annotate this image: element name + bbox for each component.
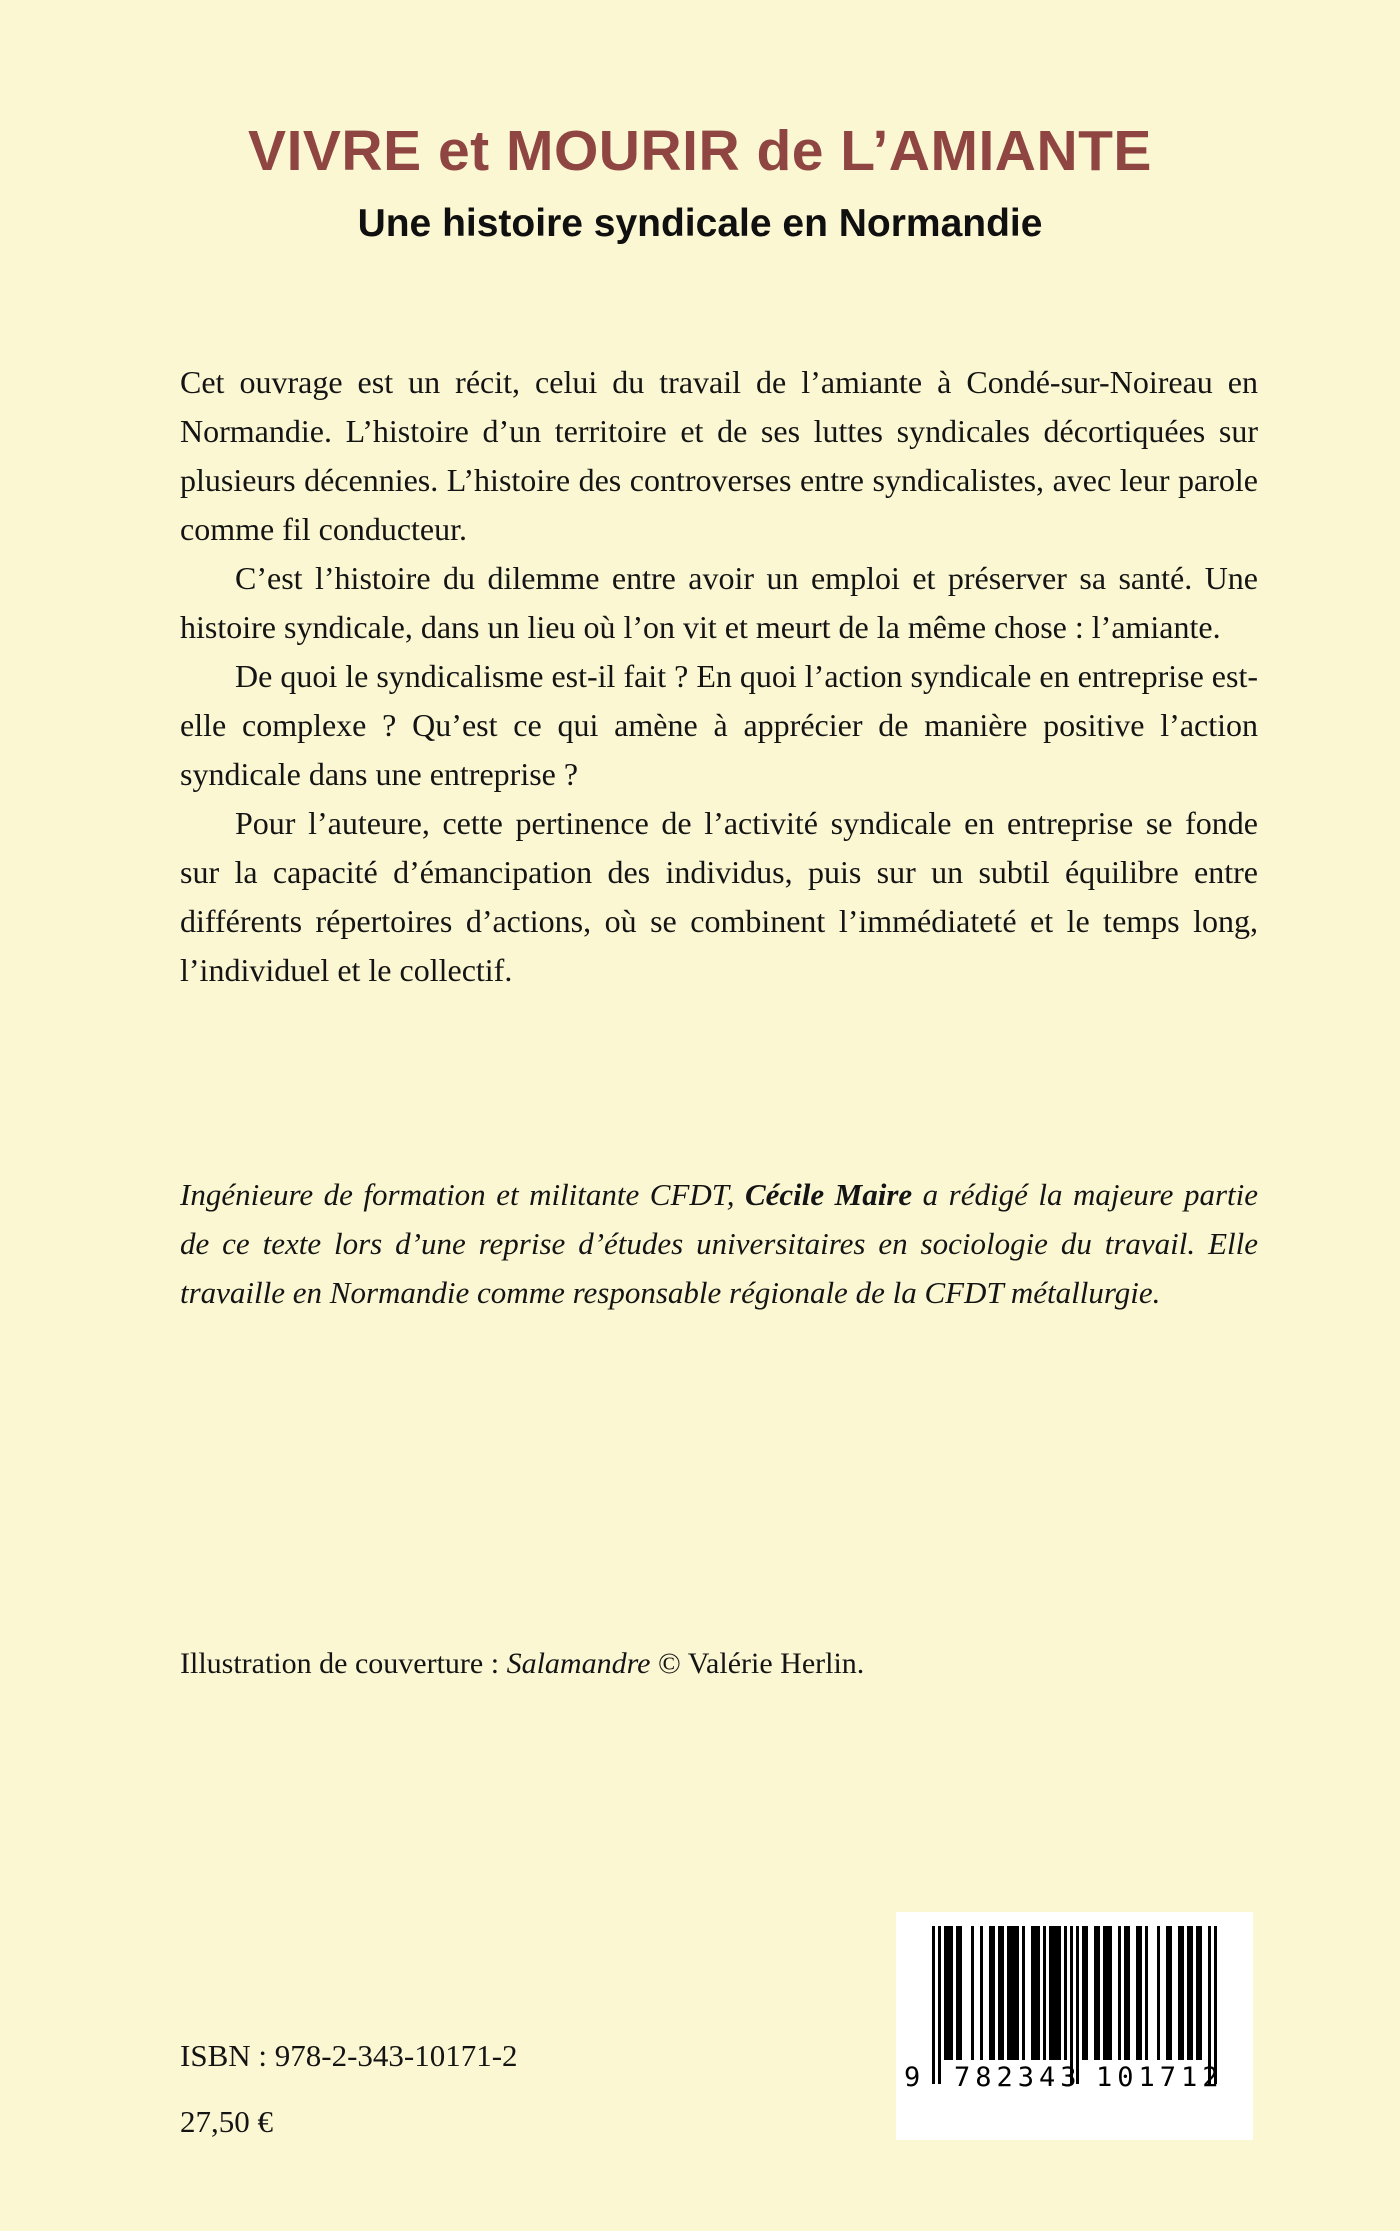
illustration-credit — [180, 1647, 1400, 1681]
bio-before: Ingénieure de formation et militante CFDT, — [180, 1177, 745, 1212]
barcode-digit-first: 9 — [904, 2062, 921, 2093]
isbn: ISBN : 978-2-343-10171-2 — [180, 2038, 518, 2073]
book-subtitle: Une histoire syndicale en Normandie — [357, 202, 1043, 245]
author-bio — [180, 1170, 1258, 1317]
blurb-paragraph-3: De quoi le syndicalisme est-il fait ? En quoi l’action syndicale en entreprise est-elle complexe ? Qu’est ce qui amène à apprécier de manière positive l’action syndicale dans une entreprise ? — [180, 658, 1258, 792]
blurb-paragraph-4: Pour l’auteure, cette pertinence de l’activité syndicale en entreprise se fonde sur la capacité d’émancipation des individus, puis sur un subtil équilibre entre différents répertoires d’actions, où se combinent l’immédiateté et le temps long, l’individuel et le collectif. — [180, 805, 1258, 988]
barcode-number — [896, 2062, 1253, 2106]
blurb-paragraph-2: C’est l’histoire du dilemme entre avoir un emploi et préserver sa santé. Une histoire syndicale, dans un lieu où l’on vit et meurt de la même chose : l’amiante. — [180, 560, 1258, 645]
isbn-price-block — [180, 2038, 518, 2140]
barcode-digits-left: 782343 — [954, 2062, 1082, 2093]
blurb — [180, 358, 1258, 995]
book-title: VIVRE et MOURIR de L’AMIANTE — [248, 119, 1152, 183]
barcode-digits-right: 101712 — [1096, 2062, 1224, 2093]
author-bio-text — [180, 1170, 1258, 1317]
blurb-paragraph-1: Cet ouvrage est un récit, celui du travail de l’amiante à Condé-sur-Noireau en Normandie. L’histoire d’un territoire et de ses luttes syndicales décortiquées sur plusieurs décennies. L’histoire des controverses entre syndicalistes, avec leur parole comme fil conducteur. — [180, 364, 1258, 547]
bio-after: a rédigé la majeure partie de ce texte lors d’une reprise d’études universitaires en sociologie du travail. Elle travaille en Normandie comme responsable régionale de la CFDT métallurgie. — [180, 1177, 1258, 1310]
price: 27,50 € — [180, 2104, 273, 2139]
barcode — [896, 1912, 1253, 2140]
credit-suffix: © Valérie Herlin. — [650, 1647, 865, 1680]
author-name: Cécile Maire — [744, 1177, 913, 1212]
credit-work-title: Salamandre — [506, 1647, 651, 1680]
credit-prefix: Illustration de couverture : — [180, 1647, 507, 1680]
